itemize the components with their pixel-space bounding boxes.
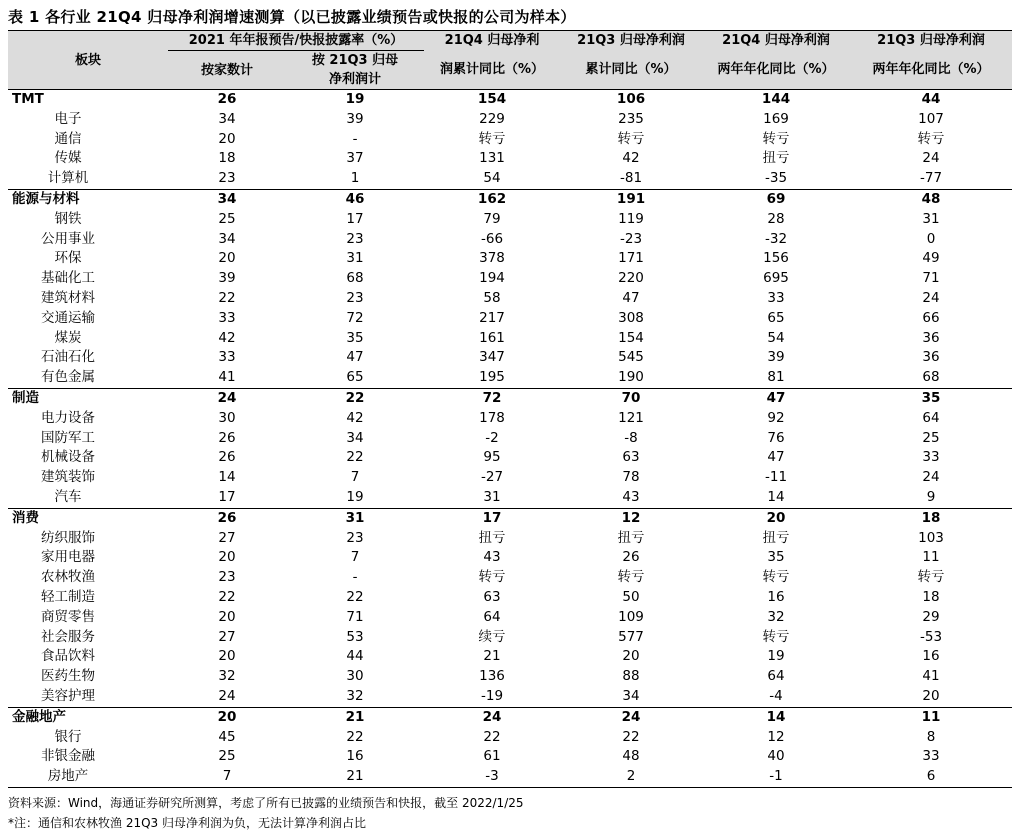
cell-value: 24 (168, 388, 286, 408)
cell-value: 43 (483, 549, 501, 566)
row-label: 计算机 (47, 170, 89, 187)
industry-row (8, 767, 1012, 787)
cell-value: 27 (218, 529, 236, 546)
cell-value: 16 (922, 648, 940, 665)
cell-value: 191 (560, 189, 702, 209)
industry-row (8, 429, 1012, 449)
cell-value: 21 (286, 707, 424, 727)
cell-value: 71 (346, 608, 364, 625)
cell-value: 178 (479, 409, 505, 426)
cell-value: 25 (218, 210, 236, 227)
header-disclosure-group: 2021 年年报预告/快报披露率（%） (168, 31, 424, 51)
cell-value: 20 (218, 130, 236, 147)
header-q4-cum-2: 润累计同比（%） (440, 62, 545, 78)
cell-value: 21 (286, 767, 424, 787)
cell-value: 20 (218, 648, 236, 665)
industry-row (8, 368, 1012, 388)
cell-value: 8 (926, 728, 936, 745)
cell-value: -23 (619, 230, 643, 247)
cell-value: 39 (218, 270, 236, 287)
cell-value: 17 (424, 508, 560, 528)
cell-value: 28 (767, 210, 785, 227)
cell-value: 109 (618, 608, 644, 625)
cell-value: 49 (922, 250, 940, 267)
cell-value: 171 (618, 250, 644, 267)
row-label: 传媒 (54, 150, 82, 167)
cell-value: 220 (618, 270, 644, 287)
cell-value: 71 (922, 270, 940, 287)
cell-value: 33 (767, 289, 785, 306)
header-by-profit: 按 21Q3 归母 净利润计 (311, 53, 399, 87)
cell-value: 18 (922, 588, 940, 605)
cell-value: 103 (918, 529, 944, 546)
cell-value: 23 (218, 569, 236, 586)
cell-value: -66 (480, 230, 504, 247)
cell-value: 9 (926, 488, 936, 505)
cell-value: 65 (767, 309, 785, 326)
row-label: 金融地产 (8, 707, 168, 727)
row-label: 商贸零售 (41, 608, 95, 625)
header-q4-2y: 21Q4 归母净利润 (702, 31, 850, 51)
cell-value: 7 (168, 767, 286, 787)
cell-value: 347 (479, 349, 505, 366)
cell-value: 扭亏 (762, 150, 790, 167)
cell-value: 14 (767, 488, 785, 505)
cell-value: 43 (622, 488, 640, 505)
sector-group-row (8, 90, 1012, 110)
cell-value: 转亏 (478, 130, 506, 147)
cell-value: 66 (922, 309, 940, 326)
header-q3-cum-2: 累计同比（%） (585, 62, 677, 78)
cell-value: 194 (479, 270, 505, 287)
industry-row (8, 687, 1012, 707)
cell-value: 14 (702, 707, 850, 727)
industry-row (8, 309, 1012, 329)
cell-value: 24 (922, 469, 940, 486)
row-label: 农林牧渔 (41, 569, 95, 586)
row-label: 电子 (54, 110, 82, 127)
cell-value: 190 (618, 369, 644, 386)
cell-value: 695 (763, 270, 789, 287)
cell-value: 39 (346, 110, 364, 127)
cell-value: - (352, 569, 358, 586)
cell-value: 11 (850, 707, 1012, 727)
row-label: 通信 (54, 130, 82, 147)
row-label: 食品饮料 (41, 648, 95, 665)
cell-value: 42 (622, 150, 640, 167)
cell-value: 106 (560, 90, 702, 110)
cell-value: 22 (346, 449, 364, 466)
cell-value: 136 (479, 668, 505, 685)
cell-value: 36 (922, 349, 940, 366)
cell-value: - (352, 130, 358, 147)
cell-value: 48 (622, 748, 640, 765)
row-label: 银行 (54, 728, 82, 745)
industry-row (8, 608, 1012, 628)
cell-value: 58 (483, 289, 501, 306)
cell-value: 26 (168, 90, 286, 110)
cell-value: 36 (922, 329, 940, 346)
industry-row (8, 667, 1012, 687)
industry-row (8, 728, 1012, 748)
cell-value: 32 (767, 608, 785, 625)
header-q3-cum: 21Q3 归母净利润 (560, 31, 702, 51)
cell-value: 17 (218, 488, 236, 505)
header-by-count: 按家数计 (200, 62, 253, 78)
header-q4-cum: 21Q4 归母净利 (424, 31, 560, 51)
row-label: 纺织服饰 (41, 529, 95, 546)
cell-value: 33 (218, 309, 236, 326)
cell-value: 45 (218, 728, 236, 745)
row-label: 能源与材料 (8, 189, 168, 209)
cell-value: -2 (485, 429, 499, 446)
industry-row (8, 747, 1012, 767)
sector-group-row (8, 189, 1012, 209)
row-label: 煤炭 (54, 329, 82, 346)
cell-value: 30 (346, 668, 364, 685)
cell-value: 47 (346, 349, 364, 366)
header-q3-2y: 21Q3 归母净利润 (850, 31, 1012, 51)
cell-value: 44 (346, 648, 364, 665)
cell-value: 144 (702, 90, 850, 110)
row-label: 有色金属 (41, 369, 95, 386)
cell-value: 229 (479, 110, 505, 127)
cell-value: 577 (618, 628, 644, 645)
cell-value: 18 (850, 508, 1012, 528)
cell-value: 63 (483, 588, 501, 605)
cell-value: 扭亏 (762, 529, 790, 546)
table-title: 表 1 各行业 21Q4 归母净利润增速测算（以已披露业绩预告或快报的公司为样本） (8, 8, 576, 26)
cell-value: 378 (479, 250, 505, 267)
cell-value: 42 (218, 329, 236, 346)
cell-value: 39 (767, 349, 785, 366)
cell-value: 33 (922, 748, 940, 765)
cell-value: 44 (850, 90, 1012, 110)
cell-value: 25 (218, 748, 236, 765)
cell-value: -81 (619, 170, 643, 187)
row-label: 建筑材料 (41, 289, 95, 306)
source-note: 资料来源：Wind，海通证券研究所测算，考虑了所有已披露的业绩预告和快报，截至 2022/1/25 (8, 796, 524, 810)
cell-value: 20 (622, 648, 640, 665)
cell-value: 72 (346, 309, 364, 326)
cell-value: 64 (922, 409, 940, 426)
industry-row (8, 149, 1012, 169)
cell-value: -35 (764, 170, 788, 187)
cell-value: 47 (702, 388, 850, 408)
row-label: 电力设备 (41, 409, 95, 426)
cell-value: 161 (479, 329, 505, 346)
row-label: 美容护理 (41, 687, 95, 704)
cell-value: -8 (624, 429, 638, 446)
industry-row (8, 628, 1012, 648)
cell-value: 17 (346, 210, 364, 227)
cell-value: 转亏 (917, 569, 945, 586)
cell-value: 22 (346, 728, 364, 745)
cell-value: -53 (919, 628, 943, 645)
industry-row (8, 249, 1012, 269)
cell-value: 16 (346, 748, 364, 765)
cell-value: 32 (346, 687, 364, 704)
industry-row (8, 169, 1012, 189)
cell-value: 20 (218, 608, 236, 625)
cell-value: 107 (918, 110, 944, 127)
cell-value: 41 (218, 369, 236, 386)
cell-value: 22 (218, 588, 236, 605)
cell-value: 156 (763, 250, 789, 267)
cell-value: 121 (618, 409, 644, 426)
cell-value: 转亏 (762, 130, 790, 147)
cell-value: 23 (346, 529, 364, 546)
row-label: TMT (8, 90, 168, 110)
row-label: 基础化工 (41, 270, 95, 287)
cell-value: 81 (767, 369, 785, 386)
footnote: *注：通信和农林牧渔 21Q3 归母净利润为负，无法计算净利润占比 (8, 816, 366, 830)
cell-value: 41 (922, 668, 940, 685)
cell-value: 64 (767, 668, 785, 685)
industry-row (8, 588, 1012, 608)
cell-value: 154 (618, 329, 644, 346)
cell-value: 转亏 (762, 569, 790, 586)
row-label: 社会服务 (41, 628, 95, 645)
cell-value: 40 (767, 748, 785, 765)
cell-value: 24 (922, 150, 940, 167)
industry-row (8, 647, 1012, 667)
cell-value: 33 (218, 349, 236, 366)
row-label: 非银金融 (41, 748, 95, 765)
cell-value: 48 (850, 189, 1012, 209)
cell-value: 12 (767, 728, 785, 745)
cell-value: -77 (919, 170, 943, 187)
cell-value: -27 (480, 469, 504, 486)
industry-row (8, 468, 1012, 488)
cell-value: 47 (622, 289, 640, 306)
cell-value: 11 (922, 549, 940, 566)
cell-value: 63 (622, 449, 640, 466)
cell-value: 0 (926, 230, 936, 247)
cell-value: 69 (702, 189, 850, 209)
industry-row (8, 110, 1012, 130)
cell-value: 20 (218, 250, 236, 267)
row-label: 交通运输 (41, 309, 95, 326)
cell-value: 32 (218, 668, 236, 685)
cell-value: -4 (769, 687, 783, 704)
row-label: 钢铁 (54, 210, 82, 227)
cell-value: 20 (218, 549, 236, 566)
cell-value: 65 (346, 369, 364, 386)
industry-row (8, 210, 1012, 230)
cell-value: 34 (218, 110, 236, 127)
cell-value: 79 (483, 210, 501, 227)
cell-value: 35 (346, 329, 364, 346)
industry-row (8, 568, 1012, 588)
cell-value: 20 (168, 707, 286, 727)
industry-row (8, 348, 1012, 368)
cell-value: 转亏 (762, 628, 790, 645)
cell-value: 42 (346, 409, 364, 426)
industry-row (8, 529, 1012, 549)
cell-value: -19 (480, 687, 504, 704)
cell-value: 转亏 (617, 569, 645, 586)
cell-value: 34 (622, 687, 640, 704)
row-label: 制造 (8, 388, 168, 408)
cell-value: 1 (350, 170, 360, 187)
cell-value: 22 (622, 728, 640, 745)
cell-value: 转亏 (478, 569, 506, 586)
cell-value: 6 (850, 767, 1012, 787)
row-label: 家用电器 (41, 549, 95, 566)
cell-value: 46 (286, 189, 424, 209)
header-q4-2y-2: 两年年化同比（%） (717, 62, 835, 78)
cell-value: 31 (286, 508, 424, 528)
cell-value: 35 (767, 549, 785, 566)
row-label: 机械设备 (41, 449, 95, 466)
cell-value: 64 (483, 608, 501, 625)
cell-value: 14 (218, 469, 236, 486)
cell-value: 2 (560, 767, 702, 787)
cell-value: 162 (424, 189, 560, 209)
industry-row (8, 409, 1012, 429)
industry-row (8, 548, 1012, 568)
cell-value: 24 (560, 707, 702, 727)
cell-value: 308 (618, 309, 644, 326)
cell-value: 34 (168, 189, 286, 209)
industry-row (8, 488, 1012, 508)
cell-value: 35 (850, 388, 1012, 408)
industry-row (8, 329, 1012, 349)
row-label: 建筑装饰 (41, 469, 95, 486)
growth-table (8, 30, 1012, 788)
cell-value: 7 (350, 469, 360, 486)
cell-value: 23 (218, 170, 236, 187)
cell-value: 19 (346, 488, 364, 505)
cell-value: 26 (168, 508, 286, 528)
row-label: 公用事业 (41, 230, 95, 247)
cell-value: 20 (922, 687, 940, 704)
cell-value: 31 (922, 210, 940, 227)
cell-value: 70 (560, 388, 702, 408)
cell-value: 7 (350, 549, 360, 566)
cell-value: 16 (767, 588, 785, 605)
cell-value: 68 (346, 270, 364, 287)
cell-value: 24 (922, 289, 940, 306)
row-label: 国防军工 (41, 429, 95, 446)
cell-value: 24 (218, 687, 236, 704)
cell-value: 88 (622, 668, 640, 685)
cell-value: 53 (346, 628, 364, 645)
cell-value: 76 (767, 429, 785, 446)
sector-group-row (8, 388, 1012, 408)
cell-value: 54 (483, 170, 501, 187)
cell-value: 19 (767, 648, 785, 665)
cell-value: 转亏 (917, 130, 945, 147)
cell-value: -3 (424, 767, 560, 787)
cell-value: 27 (218, 628, 236, 645)
cell-value: 26 (218, 449, 236, 466)
cell-value: 33 (922, 449, 940, 466)
cell-value: 31 (483, 488, 501, 505)
cell-value: 25 (922, 429, 940, 446)
cell-value: 22 (346, 588, 364, 605)
cell-value: 78 (622, 469, 640, 486)
header-q3-2y-2: 两年年化同比（%） (872, 62, 990, 78)
cell-value: 18 (218, 150, 236, 167)
industry-row (8, 269, 1012, 289)
industry-row (8, 448, 1012, 468)
cell-value: 95 (483, 449, 501, 466)
cell-value: 扭亏 (478, 529, 506, 546)
cell-value: 68 (922, 369, 940, 386)
sector-group-row (8, 508, 1012, 528)
row-label: 汽车 (54, 488, 82, 505)
cell-value: 34 (346, 429, 364, 446)
cell-value: -1 (702, 767, 850, 787)
cell-value: 23 (346, 289, 364, 306)
cell-value: -11 (764, 469, 788, 486)
cell-value: -32 (764, 230, 788, 247)
cell-value: 26 (622, 549, 640, 566)
cell-value: 34 (218, 230, 236, 247)
cell-value: 195 (479, 369, 505, 386)
sector-group-row (8, 707, 1012, 727)
cell-value: 72 (424, 388, 560, 408)
cell-value: 92 (767, 409, 785, 426)
cell-value: 235 (618, 110, 644, 127)
cell-value: 转亏 (617, 130, 645, 147)
cell-value: 47 (767, 449, 785, 466)
row-label: 环保 (54, 250, 82, 267)
cell-value: 50 (622, 588, 640, 605)
cell-value: 22 (483, 728, 501, 745)
industry-row (8, 230, 1012, 250)
cell-value: 22 (286, 388, 424, 408)
row-label: 消费 (8, 508, 168, 528)
cell-value: 169 (763, 110, 789, 127)
cell-value: 54 (767, 329, 785, 346)
data-table-wrapper (8, 30, 1012, 788)
row-label: 医药生物 (41, 668, 95, 685)
cell-value: 23 (346, 230, 364, 247)
row-label: 轻工制造 (41, 588, 95, 605)
cell-value: 21 (483, 648, 501, 665)
cell-value: 545 (618, 349, 644, 366)
cell-value: 扭亏 (617, 529, 645, 546)
cell-value: 154 (424, 90, 560, 110)
cell-value: 119 (618, 210, 644, 227)
cell-value: 217 (479, 309, 505, 326)
cell-value: 131 (479, 150, 505, 167)
table-header (8, 31, 1012, 90)
table-body (8, 90, 1012, 788)
cell-value: 20 (702, 508, 850, 528)
cell-value: 30 (218, 409, 236, 426)
cell-value: 26 (218, 429, 236, 446)
cell-value: 29 (922, 608, 940, 625)
row-label: 房地产 (8, 767, 168, 787)
header-sector: 板块 (8, 31, 168, 90)
cell-value: 12 (560, 508, 702, 528)
cell-value: 22 (218, 289, 236, 306)
industry-row (8, 130, 1012, 150)
cell-value: 19 (286, 90, 424, 110)
industry-row (8, 289, 1012, 309)
cell-value: 37 (346, 150, 364, 167)
cell-value: 61 (483, 748, 501, 765)
row-label: 石油石化 (41, 349, 95, 366)
cell-value: 24 (424, 707, 560, 727)
cell-value: 续亏 (478, 628, 506, 645)
cell-value: 31 (346, 250, 364, 267)
